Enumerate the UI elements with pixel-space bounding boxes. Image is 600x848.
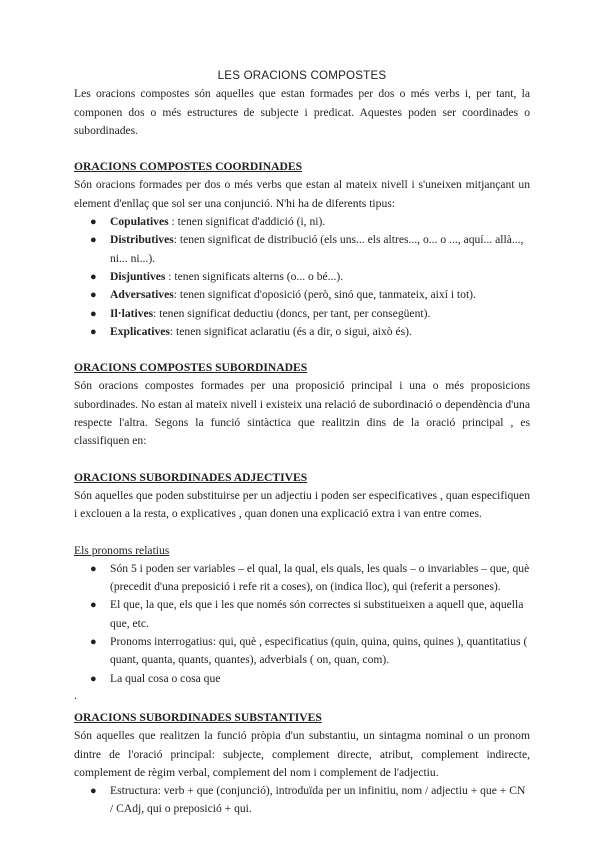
document-content bbox=[74, 67, 530, 819]
bullet-icon: ● bbox=[90, 234, 97, 247]
term: Disjuntives bbox=[110, 269, 166, 283]
heading-subordinades: ORACIONS COMPOSTES SUBORDINADES bbox=[74, 361, 308, 375]
bullet-icon: ● bbox=[90, 307, 97, 320]
list-item bbox=[74, 231, 530, 268]
list-item bbox=[74, 596, 530, 633]
list-item-text: Són 5 i poden ser variables – el qual, la qual, els quals, les quals – o invariables – que, què (precedit d'una preposició i refe rit a coses), on (indica lloc), qui (referit a persones). bbox=[110, 561, 530, 594]
list-item bbox=[74, 560, 530, 597]
term: Explicatives bbox=[110, 324, 170, 338]
term-description: : tenen significats alterns (o... o bé...). bbox=[165, 269, 344, 283]
term-description: : tenen significat de distribució (els uns... els altres..., o... o ..., aquí... allà..., ni... ni...). bbox=[110, 233, 524, 265]
term-description: : tenen significat d'oposició (però, sinó que, tanmateix, així i tot). bbox=[173, 288, 476, 302]
list-item-text: Estructura: verb + que (conjunció), introduïda per un infinitiu, nom / adjectiu + que + CN / CAdj, qui o preposició + qui. bbox=[110, 784, 526, 816]
term: Il·latives bbox=[110, 306, 154, 320]
bullet-icon: ● bbox=[90, 785, 97, 798]
list-item-text: El que, la que, els que i les que només són correctes si substitueixen a aquell que, aquella que, etc. bbox=[110, 598, 524, 630]
bullet-icon: ● bbox=[90, 636, 97, 649]
subordinades-paragraph: Són oracions compostes formades per una proposició principal i una o més proposicions subordinades. No estan al mateix nivell i existeix una relació de subordinació o dependència d'una respecte l'altra. Segons la funció sintàctica que realitzin dins de la oració principal , es classifiquen en: bbox=[74, 379, 530, 448]
term-description: : tenen significat d'addició (i, ni). bbox=[168, 215, 326, 229]
term: Distributives bbox=[110, 233, 174, 247]
heading-coordinades: ORACIONS COMPOSTES COORDINADES bbox=[74, 160, 303, 174]
list-item bbox=[74, 213, 530, 231]
term-description: : tenen significat deductiu (doncs, per tant, per consegüent). bbox=[153, 306, 431, 320]
term: Copulatives bbox=[110, 215, 169, 229]
coordinades-paragraph: Són oracions formades per dos o més verbs que estan al mateix nivell i s'uneixen mitjançant un element d'enllaç que sol ser una conjunció. N'hi ha de diferents tipus: bbox=[74, 178, 530, 210]
list-item-text: La qual cosa o cosa que bbox=[110, 671, 221, 685]
bullet-icon: ● bbox=[90, 562, 97, 575]
bullet-icon: ● bbox=[90, 270, 97, 283]
heading-pronoms-relatius: Els pronoms relatius bbox=[74, 543, 170, 557]
bullet-icon: ● bbox=[90, 289, 97, 302]
intro-paragraph: Les oracions compostes són aquelles que estan formades per dos o més verbs i, per tant, la componen dos o més estructures de subjecte i predicat. Aquestes poden ser coordinades o subordinades. bbox=[74, 87, 530, 137]
substantives-paragraph: Són aquelles que realitzen la funció pròpia d'un substantiu, un sintagma nominal o un pronom dintre de l'oració principal: subjecte, complement directe, atribut, complement indirecte, complement de règim verbal, complement del nom i complement de l'adjectiu. bbox=[74, 729, 530, 779]
list-item bbox=[74, 268, 530, 286]
list-item bbox=[74, 286, 530, 304]
term-description: : tenen significat aclaratiu (és a dir, o sigui, això és). bbox=[169, 324, 412, 338]
adjectives-paragraph: Són aquelles que poden substituirse per un adjectiu i poden ser especificatives , quan especifiquen i exclouen a la resta, o explicatives , quan donen una explicació extra i van entre comes. bbox=[74, 488, 530, 521]
list-item bbox=[74, 305, 530, 323]
list-item bbox=[74, 323, 530, 341]
bullet-icon: ● bbox=[90, 325, 97, 338]
substantives-list bbox=[74, 782, 530, 819]
list-item-text: Pronoms interrogatius: qui, què , especificatius (quin, quina, quins, quines ), quantitatius ( quant, quanta, quants, quantes), adverbials ( on, quan, com). bbox=[110, 635, 528, 667]
heading-substantives: ORACIONS SUBORDINADES SUBSTANTIVES bbox=[74, 710, 322, 724]
trailing-mark: . bbox=[74, 688, 77, 702]
bullet-icon: ● bbox=[90, 216, 97, 229]
list-item bbox=[74, 633, 530, 670]
page-title: LES ORACIONS COMPOSTES bbox=[217, 69, 387, 82]
list-item bbox=[74, 782, 530, 819]
list-item bbox=[74, 670, 530, 688]
heading-adjectives: ORACIONS SUBORDINADES ADJECTIVES bbox=[74, 470, 308, 484]
bullet-icon: ● bbox=[90, 672, 97, 685]
relatius-list bbox=[74, 560, 530, 688]
term: Adversatives bbox=[110, 288, 174, 302]
bullet-icon: ● bbox=[90, 599, 97, 612]
coordinades-list bbox=[74, 213, 530, 341]
